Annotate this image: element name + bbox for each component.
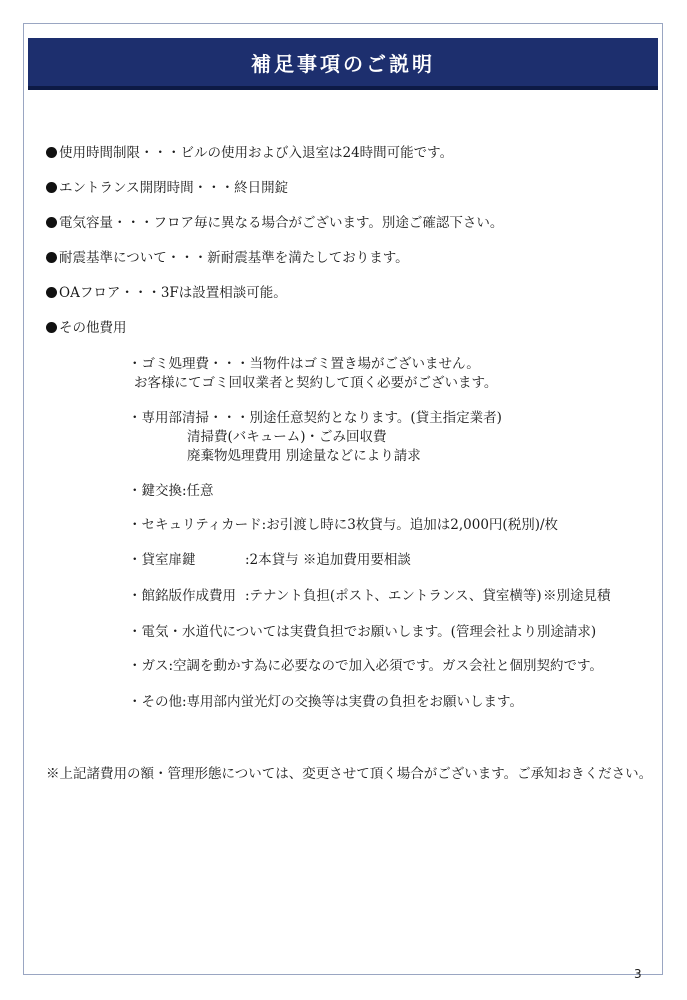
bullet-text: その他費用 [59,320,127,336]
cost-utilities: ・電気・水道代については実費負担でお願いします。(管理会社より別途請求) [128,624,597,640]
bullet-oa-floor [46,283,287,303]
bullet-dot-icon [46,217,57,228]
cost-other: ・その他:専用部内蛍光灯の交換等は実費の負担をお願いします。 [128,694,523,710]
bullet-other-costs [46,318,127,338]
bullet-text: エントランス開閉時間・・・終日開錠 [59,180,289,196]
bullet-dot-icon [46,287,57,298]
page-title: 補足事項のご説明 [251,51,435,76]
title-banner [28,38,658,90]
bullet-text: OAフロア・・・3Fは設置相談可能。 [59,285,287,301]
bullet-electric-capacity [46,213,503,233]
cost-nameplate-note: ※別途見積 [543,588,611,604]
bullet-dot-icon [46,252,57,263]
cost-nameplate-value: :テナント負担(ポスト、エントランス、貸室横等) [245,588,542,604]
cost-key-exchange: ・鍵交換:任意 [128,483,214,499]
bullet-text: 電気容量・・・フロア毎に異なる場合がございます。別途ご確認下さい。 [59,215,504,231]
cost-cleaning-line3: 廃棄物処理費用 別途量などにより請求 [187,448,421,464]
bullet-dot-icon [46,322,57,333]
cost-garbage-line2: お客様にてゴミ回収業者と契約して頂く必要がございます。 [134,375,498,391]
bullet-dot-icon [46,147,57,158]
cost-gas: ・ガス:空調を動かす為に必要なので加入必須です。ガス会社と個別契約です。 [128,658,603,674]
cost-cleaning-line1: ・専用部清掃・・・別途任意契約となります。(貸主指定業者) [128,410,502,426]
bullet-text: 使用時間制限・・・ビルの使用および入退室は24時間可能です。 [59,145,454,161]
page-frame [23,23,663,975]
cost-cleaning-line2: 清掃費(バキューム)・ごみ回収費 [187,429,387,445]
footnote: ※上記諸費用の額・管理形態については、変更させて頂く場合がございます。ご承知おきください。 [46,766,653,782]
page-number: 3 [634,967,642,981]
bullet-seismic [46,248,409,268]
cost-door-key-label: ・貸室扉鍵 [128,552,196,568]
cost-nameplate-label: ・館銘版作成費用 [128,588,236,604]
bullet-entrance-hours [46,178,288,198]
cost-door-key-value: :2本貸与 ※追加費用要相談 [245,552,411,568]
cost-garbage-line1: ・ゴミ処理費・・・当物件はゴミ置き場がございません。 [128,356,480,372]
bullet-usage-hours [46,143,453,163]
cost-security-card: ・セキュリティカード:お引渡し時に3枚貸与。追加は2,000円(税別)/枚 [128,517,559,533]
bullet-dot-icon [46,182,57,193]
bullet-text: 耐震基準について・・・新耐震基準を満たしております。 [59,250,409,266]
